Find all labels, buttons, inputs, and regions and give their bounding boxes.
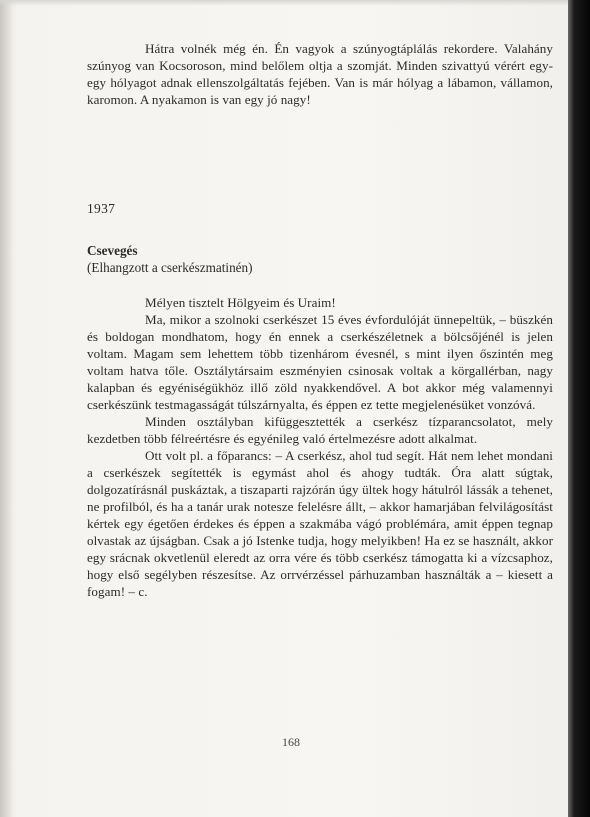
body-paragraph-1: Ma, mikor a szolnoki cserkészet 15 éves évfordulóját ünnepeltük, – büszkén és boldogan mondhatom, hogy én ennek a cserkészéletnek a bölcsőjénél is jelen voltam. Magam sem lehettem több tizenhárom évesnél, s mint ilyen őszintén meg voltam hatva tőle. Osztálytársaim eszményien csinosak voltak a körgallérban, nagy kalapban és egyéniségükhöz illő zöld nyakkendővel. A bot akkor még valamennyi cserkészünk testmagasságát túlszárnyalta, és éppen ez tette megjelenésüket vonzóvá.	[87, 312, 553, 412]
opening-paragraph: Hátra volnék még én. Én vagyok a szúnyogtáplálás rekordere. Valahány szúnyog van Kocsoroson, mind belőlem oltja a szomját. Minden szivattyú vérért egy-egy hólyagot adnak ellenszolgáltatás fejében. Van is már hólyag a lábamon, vállamon, karomon. A nyakamon is van egy jó nagy!	[87, 41, 553, 107]
body-paragraph-3: Ott volt pl. a főparancs: – A cserkész, ahol tud segít. Hát nem lehet mondani a cserkészek segítették is egymást ahol és ahogy tudták. Óra alatt súgtak, dolgozatírásnál puskáztak, a tiszaparti rajzórán úgy ültek hogy hátulról lássák a tehenet, ne profilból, és ha a tanár urak notesze felelésre állt, – akkor hamarjában felvilágosítást kértek egy égetően érdekes és éppen a szakmába vágó problémára, amit éppen tegnap olvastak az újságban. Csak a jó Istenke tudja, hogy melyikben! Ha ez se használt, akkor egy srácnak okvetlenül eleredt az orra vére és több cserkész támogatta ki a vízcsaphoz, hogy első segélyben részesítse. Az orrvérzéssel párhuzamban használták a – kiesett a fogam! – c.	[87, 448, 553, 599]
section-year: 1937	[87, 201, 116, 216]
page-top-shadow	[0, 0, 568, 6]
page-number: 168	[282, 735, 300, 749]
opening-paragraph-block	[87, 40, 553, 108]
section-subtitle: (Elhangzott a cserkészmatinén)	[87, 260, 253, 275]
page-left-edge	[0, 0, 12, 817]
section-body	[87, 294, 553, 600]
book-binding-edge	[568, 0, 590, 817]
body-paragraph-2: Minden osztályban kifüggesztették a cserkész tízparancsolatot, mely kezdetben több félreértésre és egyénileg való értelmezésre adott alkalmat.	[87, 414, 553, 446]
section-title: Csevegés	[87, 243, 138, 258]
body-paragraph-greeting: Mélyen tisztelt Hölgyeim és Uraim!	[145, 295, 336, 310]
